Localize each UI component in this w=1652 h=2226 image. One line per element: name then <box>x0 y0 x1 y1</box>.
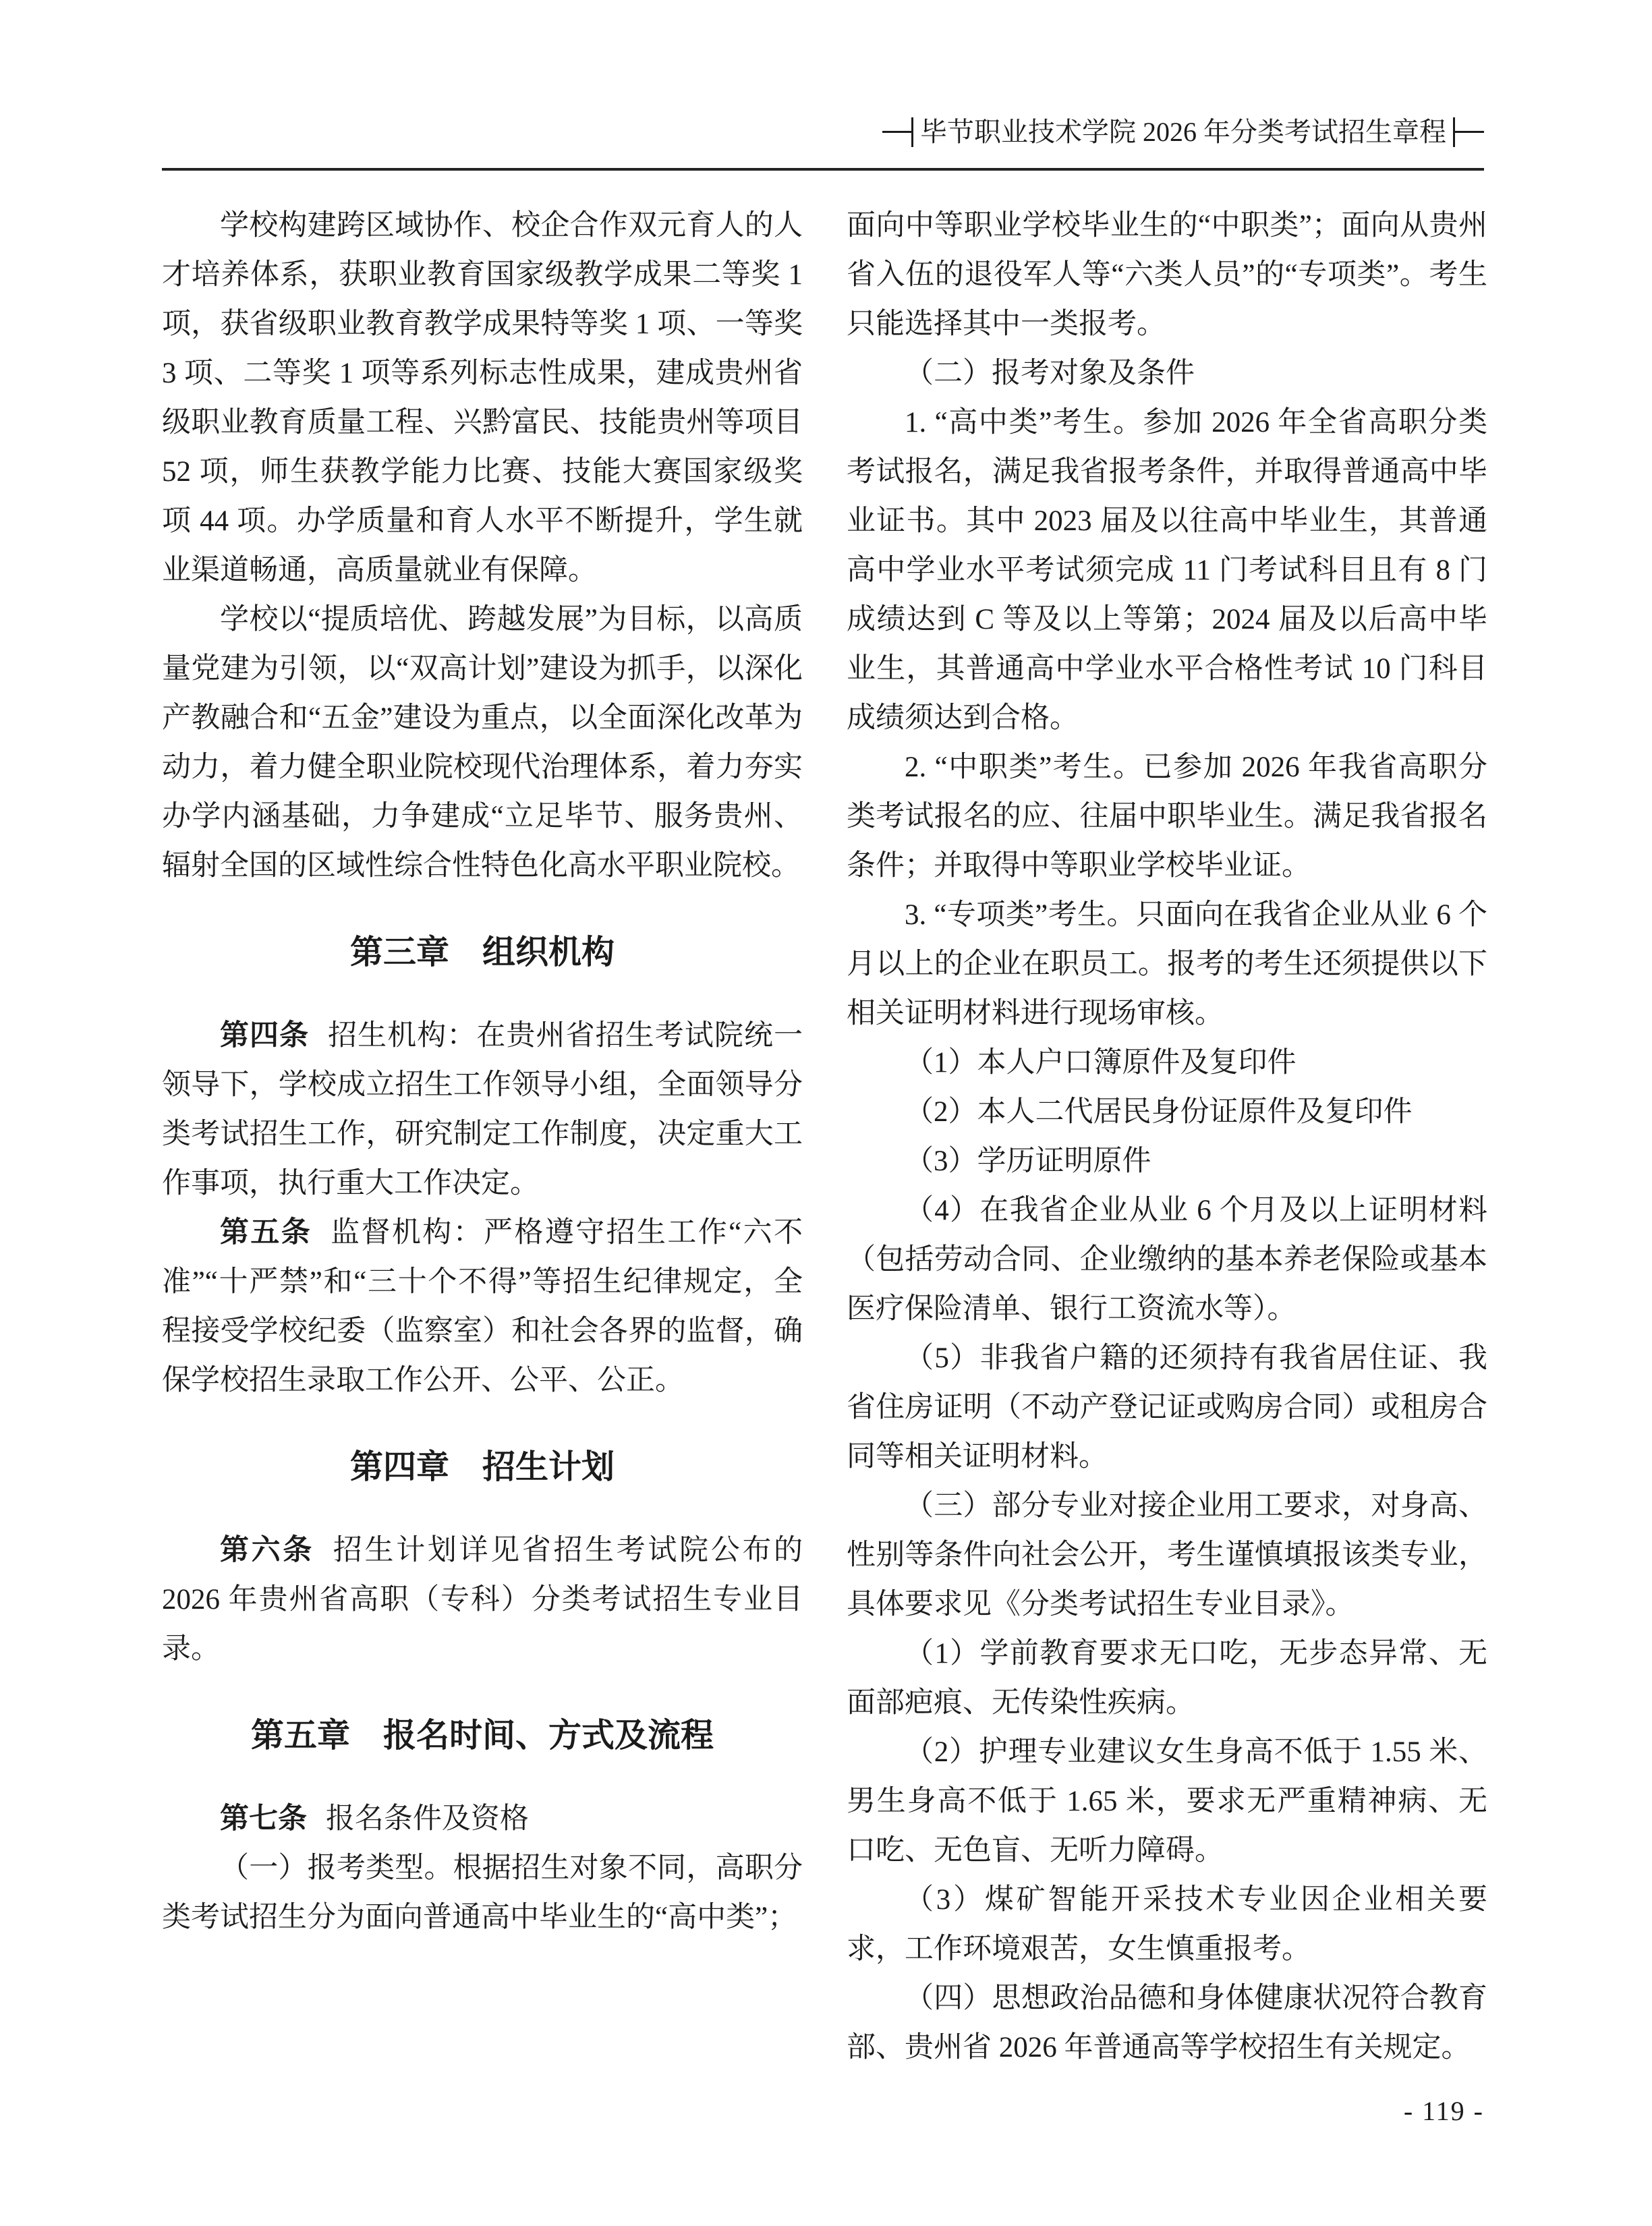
two-column-body <box>162 201 1487 2072</box>
paragraph-school-goals: 学校以“提质培优、跨越发展”为目标，以高质量党建为引领，以“双高计划”建设为抓手，以深化产教融合和“五金”建设为重点，以全面深化改革为动力，着力健全职业院校现代治理体系，着力夯实办学内涵基础，力争建成“立足毕节、服务贵州、辐射全国的区域性综合性特色化高水平职业院校。 <box>162 604 803 882</box>
material-item-2: （2）本人二代居民身份证原件及复印件 <box>905 1096 1413 1128</box>
page-number: - 119 - <box>1403 2096 1484 2126</box>
requirement-item-2: （2）护理专业建议女生身高不低于 1.55 米、男生身高不低于 1.65 米，要求无严重精神病、无口吃、无色盲、无听力障碍。 <box>847 1736 1487 1866</box>
header-divider <box>162 168 1484 171</box>
article-5 <box>162 1208 803 1405</box>
article-6-text: 招生计划详见省招生考试院公布的 2026 年贵州省高职（专科）分类考试招生专业目录。 <box>162 1535 803 1665</box>
article-7 <box>162 1794 803 1844</box>
article-6-lead: 第六条 <box>220 1534 314 1566</box>
material-item-3: （3）学历证明原件 <box>905 1145 1151 1177</box>
article-4 <box>162 1011 803 1208</box>
paragraph-zhongzhi-candidates: 2. “中职类”考生。已参加 2026 年我省高职分类考试报名的应、往届中职毕业生。满足我省报名条件；并取得中等职业学校毕业证。 <box>847 751 1487 882</box>
requirement-item-3: （3）煤矿智能开采技术专业因企业相关要求，工作环境艰苦，女生慎重报考。 <box>847 1884 1487 1965</box>
paragraph-apply-types: （一）报考类型。根据招生对象不同，高职分类考试招生分为面向普通高中毕业生的“高中类”； <box>162 1852 803 1933</box>
paragraph-school-achievements: 学校构建跨区域协作、校企合作双元育人的人才培养体系，获职业教育国家级教学成果二等奖 1 项，获省级职业教育教学成果特等奖 1 项、一等奖 3 项、二等奖 1 项等系列标志性成果，建成贵州省级职业教育质量工程、兴黔富民、技能贵州等项目 52 项，师生获教学能力比赛、技能大赛国家级奖项 44 项。办学质量和育人水平不断提升，学生就业渠道畅通，高质量就业有保障。 <box>162 210 803 586</box>
paragraph-apply-types-continued: 面向中等职业学校毕业生的“中职类”；面向从贵州省入伍的退役军人等“六类人员”的“专项类”。考生只能选择其中一类报考。 <box>847 210 1487 340</box>
page-header <box>162 113 1484 151</box>
paragraph-moral-health: （四）思想政治品德和身体健康状况符合教育部、贵州省 2026 年普通高等学校招生有关规定。 <box>847 1982 1487 2063</box>
paragraph-targets-heading: （二）报考对象及条件 <box>905 358 1195 389</box>
article-5-lead: 第五条 <box>220 1216 312 1249</box>
paragraph-gaozhong-candidates: 1. “高中类”考生。参加 2026 年全省高职分类考试报名，满足我省报考条件，并取得普通高中毕业证书。其中 2023 届及以往高中毕业生，其普通高中学业水平考试须完成 11 门考试科目且有 8 门成绩达到 C 等及以上等第；2024 届及以后高中毕业生，其普通高中学业水平合格性考试 10 门科目成绩须达到合格。 <box>847 407 1487 734</box>
material-item-5: （5）非我省户籍的还须持有我省居住证、我省住房证明（不动产登记证或购房合同）或租房合同等相关证明材料。 <box>847 1342 1487 1473</box>
article-7-text: 报名条件及资格 <box>325 1803 529 1835</box>
article-5-text: 监督机构：严格遵守招生工作“六不准”“十严禁”和“三十个不得”等招生纪律规定，全程接受学校纪委（监察室）和社会各界的监督，确保学校招生录取工作公开、公平、公正。 <box>162 1217 803 1396</box>
page-header-title: 毕节职业技术学院 2026 年分类考试招生章程 <box>920 117 1446 147</box>
article-4-text: 招生机构：在贵州省招生考试院统一领导下，学校成立招生工作领导小组，全面领导分类考试招生工作，研究制定工作制度，决定重大工作事项，执行重大工作决定。 <box>162 1020 803 1199</box>
requirement-item-1: （1）学前教育要求无口吃，无步态异常、无面部疤痕、无传染性疾病。 <box>847 1638 1487 1719</box>
chapter-heading-4: 第四章 招生计划 <box>349 1449 615 1485</box>
article-7-lead: 第七条 <box>220 1802 307 1835</box>
header-right-tick-icon <box>1453 116 1484 148</box>
paragraph-special-requirements: （三）部分专业对接企业用工要求，对身高、性别等条件向社会公开，考生谨慎填报该类专业，具体要求见《分类考试招生专业目录》。 <box>847 1490 1487 1620</box>
material-item-4: （4）在我省企业从业 6 个月及以上证明材料（包括劳动合同、企业缴纳的基本养老保险或基本医疗保险清单、银行工资流水等）。 <box>847 1195 1487 1325</box>
header-left-tick-icon <box>882 116 913 148</box>
right-column <box>847 201 1487 2072</box>
left-column <box>162 201 803 2072</box>
article-6 <box>162 1526 803 1674</box>
paragraph-zhuanxiang-candidates: 3. “专项类”考生。只面向在我省企业从业 6 个月以上的企业在职员工。报考的考生还须提供以下相关证明材料进行现场审核。 <box>847 899 1487 1029</box>
chapter-heading-3: 第三章 组织机构 <box>349 934 615 971</box>
material-item-1: （1）本人户口簿原件及复印件 <box>905 1047 1297 1079</box>
chapter-heading-5: 第五章 报名时间、方式及流程 <box>250 1717 714 1754</box>
article-4-lead: 第四条 <box>220 1019 310 1052</box>
